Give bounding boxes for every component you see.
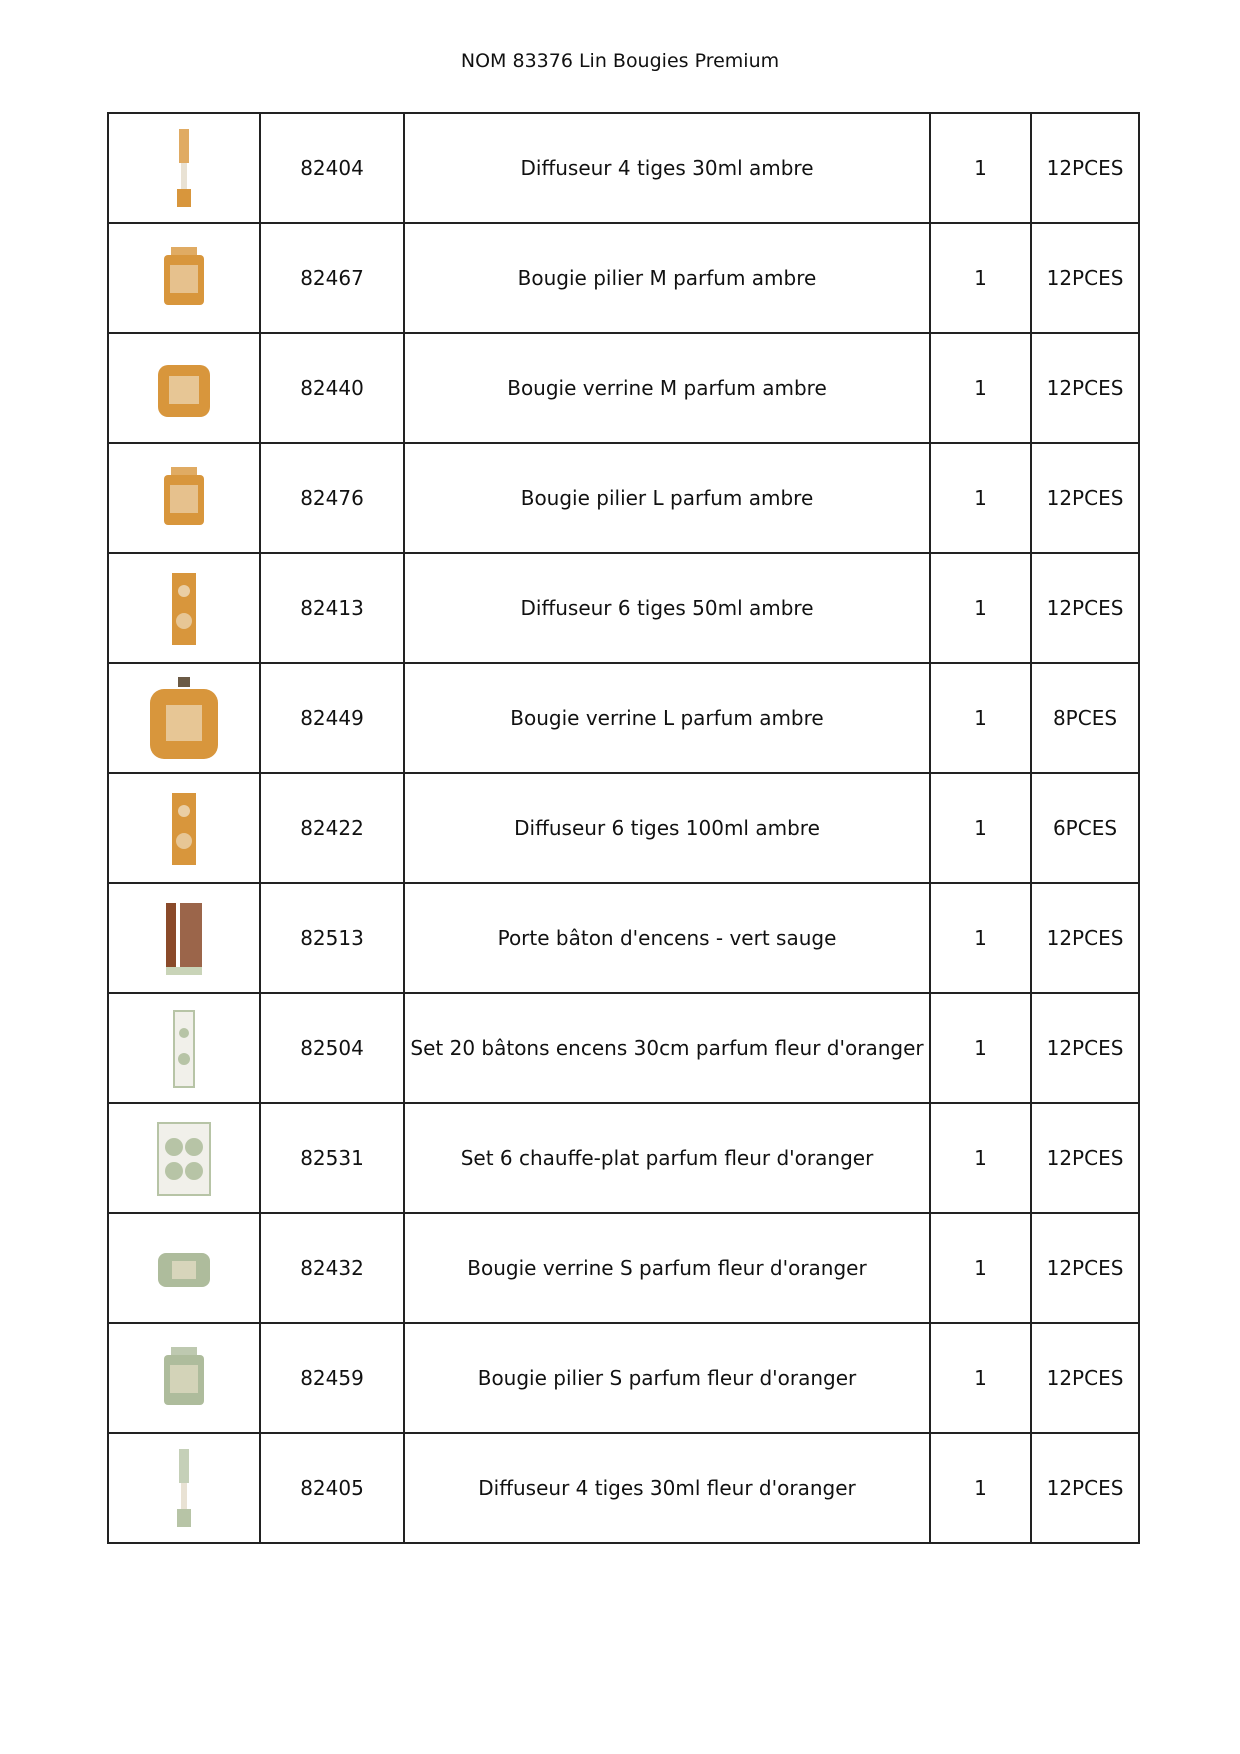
product-ref: 82422 — [260, 773, 404, 883]
jar-candle-amber-icon — [109, 343, 259, 433]
product-ref: 82449 — [260, 663, 404, 773]
table-row — [108, 113, 1139, 223]
product-image-cell — [108, 993, 260, 1103]
table-row — [108, 663, 1139, 773]
product-pack: 12PCES — [1031, 1103, 1139, 1213]
product-description: Bougie pilier M parfum ambre — [404, 223, 930, 333]
pillar-candle-green-icon — [109, 1333, 259, 1423]
diffuser-box-amber-icon — [109, 563, 259, 653]
product-quantity: 1 — [930, 663, 1031, 773]
product-pack: 12PCES — [1031, 1433, 1139, 1543]
product-ref: 82405 — [260, 1433, 404, 1543]
product-description: Bougie pilier S parfum fleur d'oranger — [404, 1323, 930, 1433]
product-pack: 12PCES — [1031, 1323, 1139, 1433]
product-ref: 82432 — [260, 1213, 404, 1323]
product-quantity: 1 — [930, 443, 1031, 553]
table-row — [108, 223, 1139, 333]
table-row — [108, 1103, 1139, 1213]
incense-holder-icon — [109, 893, 259, 983]
product-pack: 12PCES — [1031, 993, 1139, 1103]
product-pack: 12PCES — [1031, 113, 1139, 223]
product-image-cell — [108, 883, 260, 993]
product-description: Bougie pilier L parfum ambre — [404, 443, 930, 553]
table-row — [108, 1213, 1139, 1323]
product-description: Diffuseur 6 tiges 50ml ambre — [404, 553, 930, 663]
product-quantity: 1 — [930, 883, 1031, 993]
product-quantity: 1 — [930, 223, 1031, 333]
product-ref: 82440 — [260, 333, 404, 443]
product-image-cell — [108, 223, 260, 333]
product-pack: 12PCES — [1031, 443, 1139, 553]
product-quantity: 1 — [930, 553, 1031, 663]
table-row — [108, 773, 1139, 883]
product-description: Diffuseur 4 tiges 30ml fleur d'oranger — [404, 1433, 930, 1543]
product-ref: 82404 — [260, 113, 404, 223]
product-quantity: 1 — [930, 1433, 1031, 1543]
product-description: Bougie verrine M parfum ambre — [404, 333, 930, 443]
product-description: Bougie verrine L parfum ambre — [404, 663, 930, 773]
product-pack: 12PCES — [1031, 883, 1139, 993]
reed-diffuser-small-green-icon — [109, 1443, 259, 1533]
product-quantity: 1 — [930, 333, 1031, 443]
product-ref: 82413 — [260, 553, 404, 663]
product-description: Bougie verrine S parfum fleur d'oranger — [404, 1213, 930, 1323]
product-description: Set 20 bâtons encens 30cm parfum fleur d'oranger — [404, 993, 930, 1103]
table-row — [108, 993, 1139, 1103]
product-quantity: 1 — [930, 993, 1031, 1103]
table-row — [108, 1433, 1139, 1543]
product-pack: 12PCES — [1031, 553, 1139, 663]
table-row — [108, 1323, 1139, 1433]
pillar-candle-large-amber-icon — [109, 453, 259, 543]
product-quantity: 1 — [930, 773, 1031, 883]
table-row — [108, 333, 1139, 443]
tealight-set-icon — [109, 1113, 259, 1203]
diffuser-box-large-amber-icon — [109, 783, 259, 873]
page-title: NOM 83376 Lin Bougies Premium — [460, 50, 780, 72]
product-pack: 12PCES — [1031, 1213, 1139, 1323]
product-description: Diffuseur 6 tiges 100ml ambre — [404, 773, 930, 883]
table-row — [108, 883, 1139, 993]
product-quantity: 1 — [930, 1323, 1031, 1433]
product-ref: 82476 — [260, 443, 404, 553]
product-description: Diffuseur 4 tiges 30ml ambre — [404, 113, 930, 223]
product-image-cell — [108, 113, 260, 223]
pillar-candle-amber-icon — [109, 233, 259, 323]
product-quantity: 1 — [930, 1213, 1031, 1323]
product-pack: 12PCES — [1031, 223, 1139, 333]
product-pack: 8PCES — [1031, 663, 1139, 773]
incense-sticks-box-icon — [109, 1003, 259, 1093]
product-quantity: 1 — [930, 1103, 1031, 1213]
product-image-cell — [108, 663, 260, 773]
product-ref: 82459 — [260, 1323, 404, 1433]
product-image-cell — [108, 1213, 260, 1323]
product-description: Porte bâton d'encens - vert sauge — [404, 883, 930, 993]
product-ref: 82504 — [260, 993, 404, 1103]
jar-candle-large-amber-icon — [109, 673, 259, 763]
reed-diffuser-small-amber-icon — [109, 123, 259, 213]
product-table — [107, 112, 1140, 1544]
product-pack: 12PCES — [1031, 333, 1139, 443]
product-image-cell — [108, 443, 260, 553]
jar-candle-small-green-icon — [109, 1223, 259, 1313]
product-ref: 82467 — [260, 223, 404, 333]
product-ref: 82531 — [260, 1103, 404, 1213]
product-image-cell — [108, 773, 260, 883]
product-image-cell — [108, 1103, 260, 1213]
table-row — [108, 443, 1139, 553]
product-pack: 6PCES — [1031, 773, 1139, 883]
product-ref: 82513 — [260, 883, 404, 993]
product-image-cell — [108, 1323, 260, 1433]
table-row — [108, 553, 1139, 663]
product-description: Set 6 chauffe-plat parfum fleur d'oranger — [404, 1103, 930, 1213]
product-image-cell — [108, 1433, 260, 1543]
product-quantity: 1 — [930, 113, 1031, 223]
product-image-cell — [108, 333, 260, 443]
product-image-cell — [108, 553, 260, 663]
